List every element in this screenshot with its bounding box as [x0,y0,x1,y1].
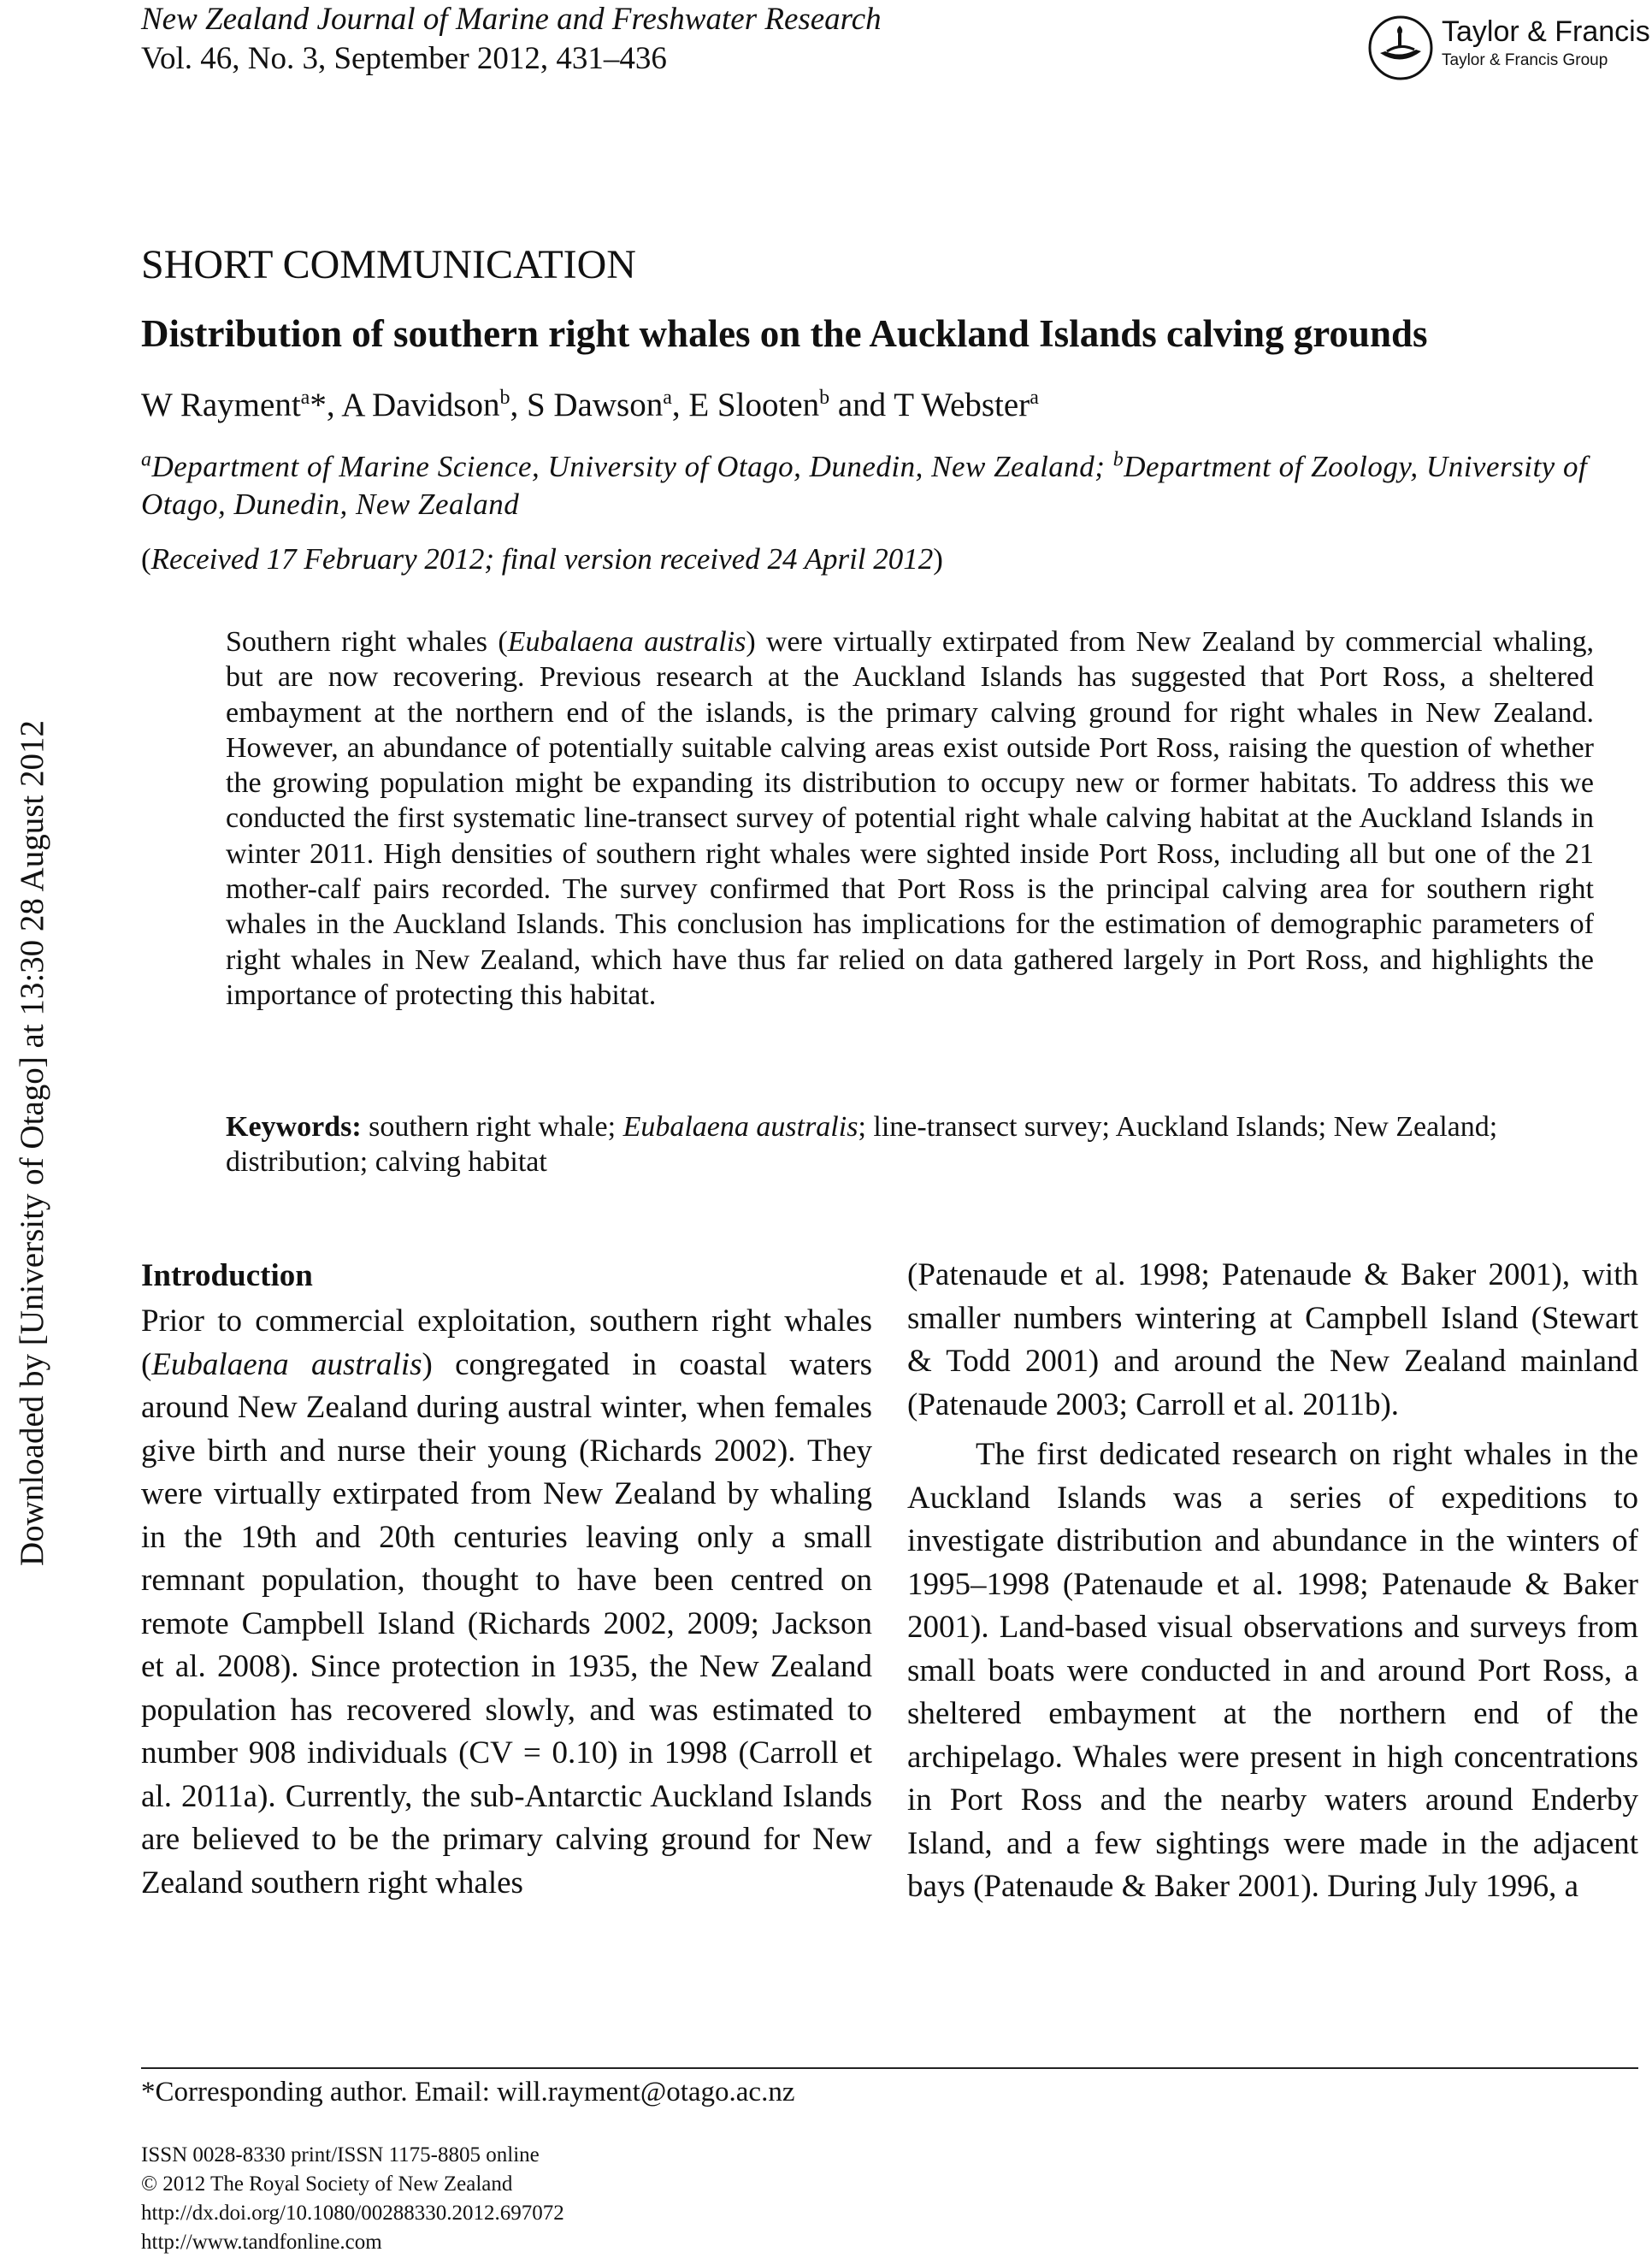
author-affiliation-mark: a [300,387,310,409]
article-title: Distribution of southern right whales on the Auckland Islands calving grounds [141,312,1428,355]
author-separator: , [671,387,689,423]
author-list [141,383,1039,428]
introduction-right-column [907,1254,1638,1909]
introduction-left-column [141,1300,872,1905]
received-text: Received 17 February 2012; final version received 24 April 2012 [150,542,934,576]
publisher-logo[interactable] [1366,14,1650,82]
affiliation-mark-b: b [1112,448,1124,471]
body-paragraph: The first dedicated research on right whales in the Auckland Islands was a series of expeditions to investigate distribution and abundance in the winters of 1995–1998 (Patenaude et al. 1998; Patenaude & Baker 2001). Land-based visual observations and surveys from small boats were conducted in and around Port Ross, a sheltered embayment at the northern end of the archipelago. Whales were present in high concentrations in Port Ross and the nearby waters around Enderby Island, and a few sightings were made in the adjacent bays (Patenaude & Baker 2001). During July 1996, a [907,1437,1638,1904]
body-text: ) congregated in coastal waters around New Zealand during austral winter, when females give birth and nurse their young (Richards 2002). They were virtually extirpated from New Zealand by whaling in the 19th and 20th centuries leaving only a small remnant population, thought to have been centred on remote Campbell Island (Richards 2002, 2009; Jackson et al. 2008). Since protection in 1935, the New Zealand population has recovered slowly, and was estimated to number 908 individuals (CV = 0.10) in 1998 (Carroll et al. 2011a). Currently, the sub-Antarctic Auckland Islands are believed to be the primary calving ground for New Zealand southern right whales [141,1346,872,1900]
author-name: W Rayment [141,387,301,423]
author-affiliation-mark: a [1030,387,1039,409]
affiliation-mark-a: a [141,448,152,471]
doi-link[interactable]: http://dx.doi.org/10.1080/00288330.2012.697072 [141,2202,564,2225]
affiliations [141,448,1595,523]
keywords-species: Eubalaena australis [622,1111,858,1143]
affiliation-a: Department of Marine Science, University of Otago, Dunedin, New Zealand; [151,450,1113,483]
publisher-lamp-icon [1366,14,1435,82]
author-separator: and [829,387,894,423]
keywords-text: ; line-transect survey; Auckland Islands; New Zealand; distribution; calving habitat [226,1111,1498,1178]
journal-name: New Zealand Journal of Marine and Freshwater Research [141,2,882,37]
introduction-heading: Introduction [141,1258,313,1293]
abstract-text: ) were virtually extirpated from New Zealand by commercial whaling, but are now recovering. Previous research at the Auckland Islands has suggested that Port Ross, a sheltered embayment at the northern end of the islands, is the primary calving ground for right whales in New Zealand. However, an abundance of potentially suitable calving areas exist outside Port Ross, raising the question of whether the growing population might be expanding its distribution to occupy new or former habitats. To address this we conducted the first systematic line-transect survey of potential right whale calving habitat at the Auckland Islands in winter 2011. High densities of southern right whales were sighted inside Port Ross, including all but one of the 21 mother-calf pairs recorded. The survey confirmed that Port Ross is the principal calving area for southern right whales in the Auckland Islands. This conclusion has implications for the estimation of demographic parameters of right whales in New Zealand, which have thus far relied on data gathered largely in Port Ross, and highlights the importance of protecting this habitat. [226,626,1595,1011]
abstract [226,624,1594,1013]
author-name: E Slooten [688,387,820,423]
author-affiliation-mark: b [499,387,510,409]
keywords-text: southern right whale; [361,1111,623,1143]
abstract-text: Southern right whales ( [226,626,508,658]
journal-volume: Vol. 46, No. 3, September 2012, 431–436 [141,41,667,76]
abstract-species: Eubalaena australis [507,626,746,658]
publisher-group: Taylor & Francis Group [1442,51,1608,69]
keywords [226,1109,1594,1179]
section-type: SHORT COMMUNICATION [141,242,636,287]
author-affiliation-mark: a [663,387,672,409]
download-note: Downloaded by [University of Otago] at 13:30 28 August 2012 [14,720,50,1566]
author-separator: *, [310,387,342,423]
publication-metadata [141,2141,564,2257]
keywords-label: Keywords: [226,1111,362,1143]
publisher-brand: Taylor & Francis [1442,15,1650,48]
author-name: S Dawson [526,387,664,423]
body-species: Eubalaena australis [151,1346,422,1382]
affiliation-b: Department of Zoology, University of Otago, Dunedin, New Zealand [141,450,1588,521]
author-separator: , [510,387,527,423]
body-text: Prior to commercial exploitation, southern right whales ( [141,1303,872,1382]
publisher-url[interactable]: http://www.tandfonline.com [141,2231,382,2254]
author-name: T Webster [894,387,1030,423]
author-affiliation-mark: b [819,387,830,409]
copyright: © 2012 The Royal Society of New Zealand [141,2172,513,2196]
received-dates: (Received 17 February 2012; final version received 24 April 2012) [141,542,943,576]
issn: ISSN 0028-8330 print/ISSN 1175-8805 online [141,2143,540,2166]
body-paragraph: (Patenaude et al. 1998; Patenaude & Baker 2001), with smaller numbers wintering at Campbell Island (Stewart & Todd 2001) and around the New Zealand mainland (Patenaude 2003; Carroll et al. 2011b). [907,1257,1638,1422]
journal-header [141,0,882,79]
author-name: A Davidson [341,387,500,423]
footnote-divider [141,2067,1638,2069]
corresponding-author: *Corresponding author. Email: will.rayment@otago.ac.nz [141,2077,795,2107]
